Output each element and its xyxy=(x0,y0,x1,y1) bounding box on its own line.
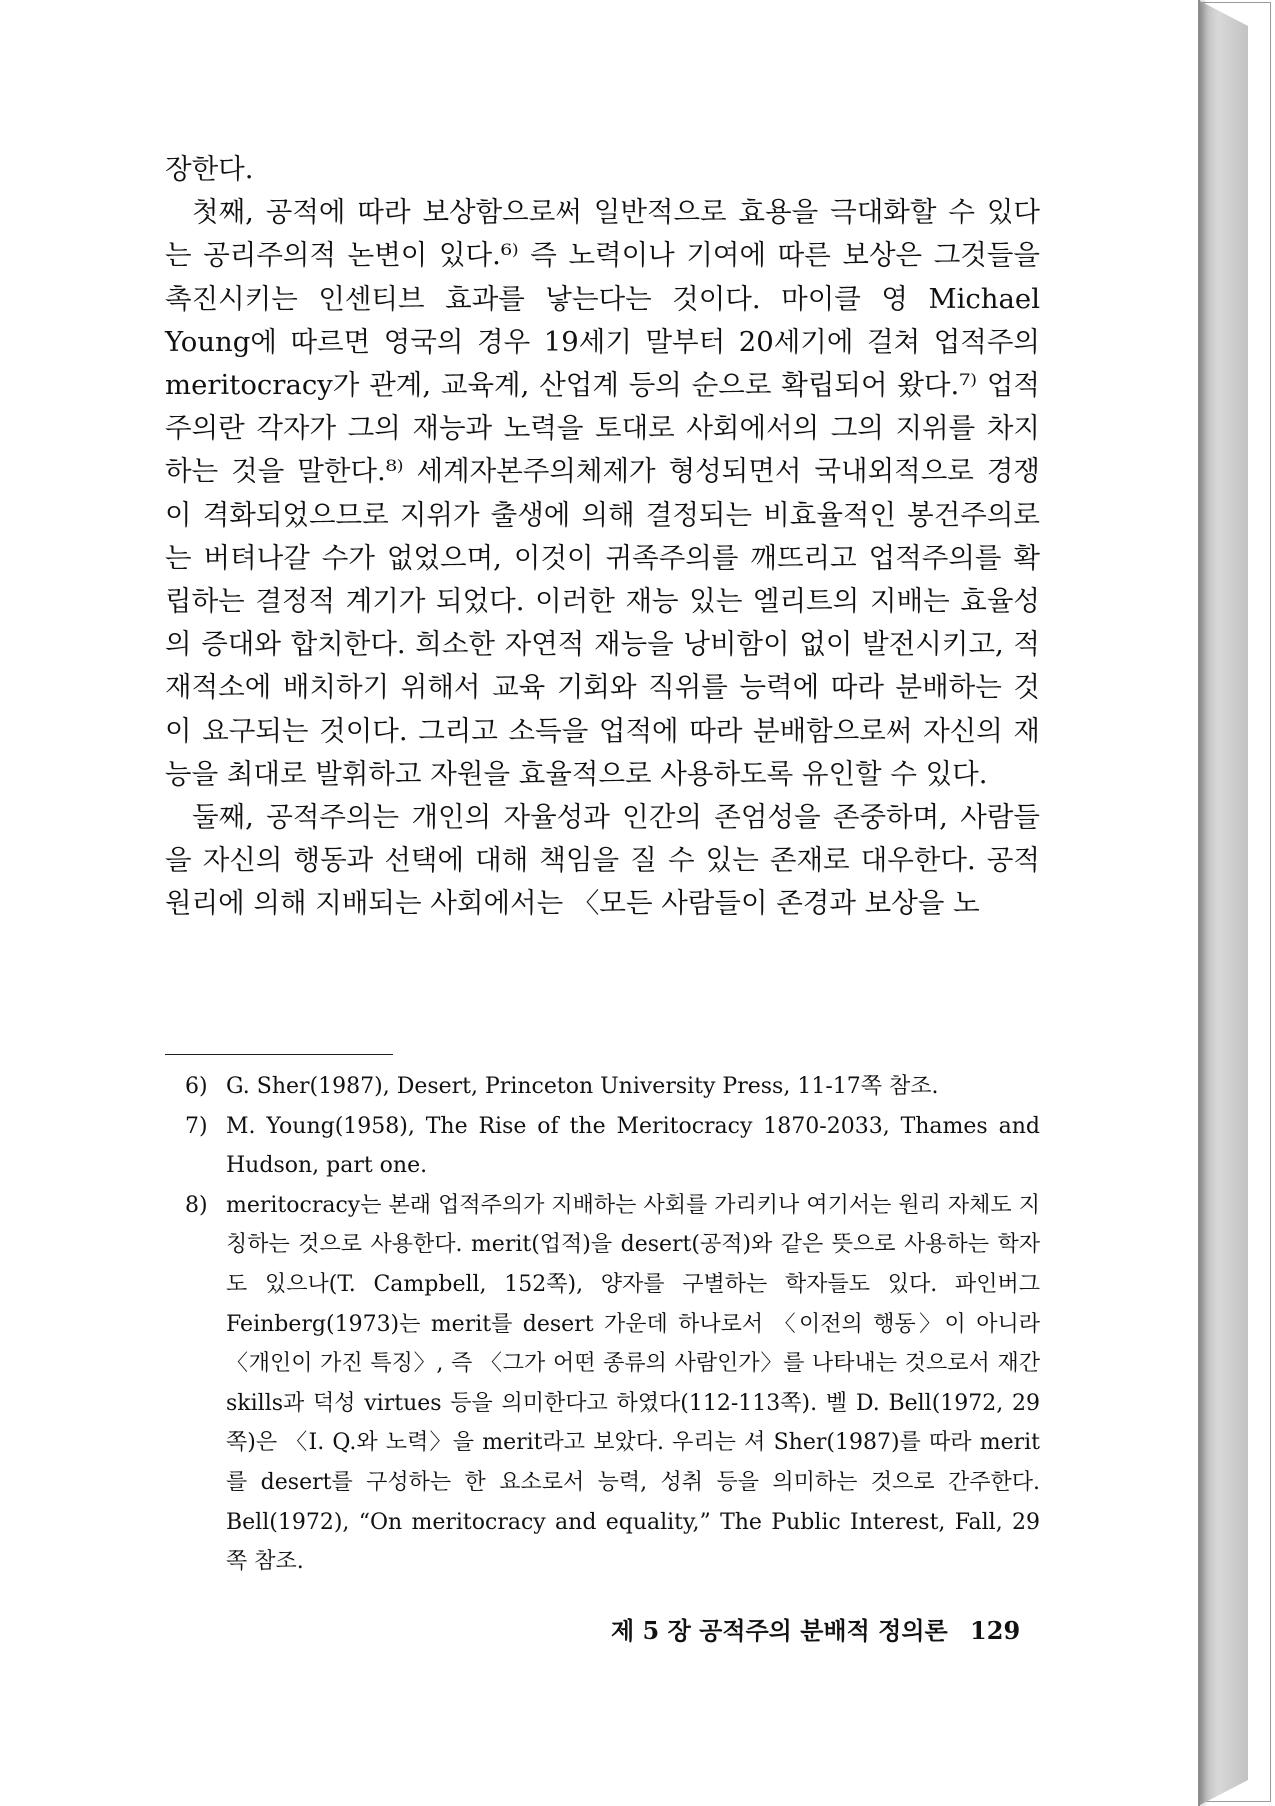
footnotes xyxy=(185,1067,1040,1582)
paragraph-second-argument: 둘째, 공적주의는 개인의 자율성과 인간의 존엄성을 존중하며, 사람들을 자신의 행동과 선택에 대해 책임을 질 수 있는 존재로 대우한다. 공적 원리에 의해 지배되는 사회에서는 〈모든 사람들이 존경과 보상을 노 xyxy=(165,801,1040,920)
footnote-number: 8) xyxy=(185,1192,208,1218)
footnote-8 xyxy=(185,1186,1040,1582)
footnote-text: meritocracy는 본래 업적주의가 지배하는 사회를 가리키나 여기서는 원리 자체도 지칭하는 것으로 사용한다. merit(업적)을 desert(공적)와 같은 뜻으로 사용하는 학자도 있으나(T. Campbell, 152쪽), 양자를 구별하는 학자들도 있다. 파인버그 Feinberg(1973)는 merit를 desert 가운데 하나로서 〈이전의 행동〉이 아니라 〈개인이 가진 특징〉, 즉 〈그가 어떤 종류의 사람인가〉를 나타내는 것으로서 재간 skills과 덕성 virtues 등을 의미한다고 하였다(112-113쪽). 벨 D. Bell(1972, 29쪽)은 〈I. Q.와 노력〉을 merit라고 보았다. 우리는 셔 Sher(1987)를 따라 merit를 desert를 구성하는 한 요소로서 능력, 성취 등을 의미하는 것으로 간주한다. Bell(1972), “On meritocracy and equality,” The Public Interest, Fall, 29쪽 참조. xyxy=(226,1192,1040,1575)
footnote-7 xyxy=(185,1107,1040,1186)
footnote-rule xyxy=(165,1054,393,1055)
page-number: 129 xyxy=(970,1616,1021,1645)
running-footer xyxy=(611,1616,1051,1646)
footnote-6 xyxy=(185,1067,1040,1107)
chapter-title: 제 5 장 공적주의 분배적 정의론 xyxy=(611,1616,948,1645)
footnote-number: 6) xyxy=(185,1074,208,1099)
footnote-text: G. Sher(1987), Desert, Princeton University Press, 11-17쪽 참조. xyxy=(226,1074,939,1099)
paragraph-continuation: 장한다. xyxy=(165,153,254,185)
footnote-text: M. Young(1958), The Rise of the Meritocracy 1870-2033, Thames and Hudson, part one. xyxy=(226,1113,1040,1179)
paragraph-first-argument: 첫째, 공적에 따라 보상함으로써 일반적으로 효용을 극대화할 수 있다는 공리주의적 논변이 있다.⁶⁾ 즉 노력이나 기여에 따른 보상은 그것들을 촉진시키는 인센티브 효과를 낳는다는 것이다. 마이클 영 Michael Young에 따르면 영국의 경우 19세기 말부터 20세기에 걸쳐 업적주의 meritocracy가 관계, 교육계, 산업계 등의 순으로 확립되어 왔다.⁷⁾ 업적주의란 각자가 그의 재능과 노력을 토대로 사회에서의 그의 지위를 차지하는 것을 말한다.⁸⁾ 세계자본주의체제가 형성되면서 국내외적으로 경쟁이 격화되었으므로 지위가 출생에 의해 결정되는 비효율적인 봉건주의로는 버텨나갈 수가 없었으며, 이것이 귀족주의를 깨뜨리고 업적주의를 확립하는 결정적 계기가 되었다. 이러한 재능 있는 엘리트의 지배는 효율성의 증대와 합치한다. 희소한 자연적 재능을 낭비함이 없이 발전시키고, 적재적소에 배치하기 위해서 교육 기회와 직위를 능력에 따라 분배하는 것이 요구되는 것이다. 그리고 소득을 업적에 따라 분배함으로써 자신의 재능을 최대로 발휘하고 자원을 효율적으로 사용하도록 유인할 수 있다. xyxy=(165,196,1040,790)
footnote-number: 7) xyxy=(185,1113,208,1139)
page-edge-line xyxy=(1198,0,1200,1806)
page-edge xyxy=(1198,0,1248,1806)
body-text xyxy=(165,148,1040,926)
